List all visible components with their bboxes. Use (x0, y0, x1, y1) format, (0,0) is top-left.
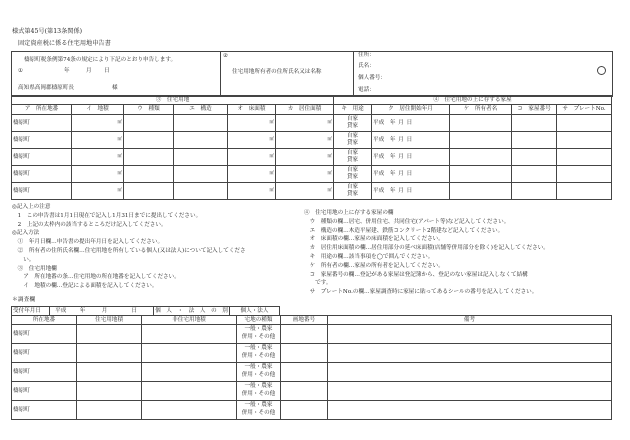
row-owner[interactable] (450, 115, 512, 132)
table-row (12, 149, 612, 166)
row-use[interactable]: 自家 貸家 (334, 132, 372, 149)
header-divider-1 (220, 51, 221, 95)
row-living-unit[interactable]: ㎡ (276, 149, 334, 166)
row-floor-unit[interactable]: ㎡ (228, 149, 276, 166)
survey-row-res-area[interactable] (77, 325, 142, 344)
header-divider-2 (353, 51, 354, 95)
row-floor-unit[interactable]: ㎡ (228, 132, 276, 149)
survey-row-type[interactable]: 一般・農家 併用・その他 (237, 344, 281, 363)
row-location[interactable]: 檮原町 (12, 166, 72, 183)
col-use: キ 用途 (334, 105, 372, 115)
survey-row-res-area[interactable] (77, 344, 142, 363)
survey-row-location[interactable]: 檮原町 (12, 363, 77, 382)
row-plate-no[interactable] (557, 115, 612, 132)
row-floor-unit[interactable]: ㎡ (228, 166, 276, 183)
survey-row-location[interactable]: 檮原町 (12, 401, 77, 420)
col-location: ア 所在地番 (12, 105, 72, 115)
survey-col-nonres-area: 非住宅用地積 (142, 316, 237, 325)
row-house-no[interactable] (512, 183, 557, 200)
survey-row-nonres-area[interactable] (142, 363, 237, 382)
survey-row-remarks[interactable] (328, 344, 612, 363)
survey-row-map-no[interactable] (281, 344, 328, 363)
survey-row-map-no[interactable] (281, 382, 328, 401)
row-start-date[interactable]: 平成 年 月 日 (372, 132, 450, 149)
received-month[interactable]: 月 (94, 307, 116, 316)
table-row (12, 183, 612, 200)
row-living-unit[interactable]: ㎡ (276, 132, 334, 149)
survey-table (11, 315, 612, 420)
section3-title: ③ 住宅用地 (12, 96, 334, 105)
row-structure[interactable] (174, 132, 228, 149)
form-title: 固定資産税に係る住宅用地申告書 (18, 40, 111, 47)
notes-right: ④ 住宅用地の上に存する家屋の欄 ウ 種類の欄…居宅、併用住宅、共同住宅(アパート等)など記入してください。 エ 構造の欄…木造平屋建、鉄筋コンクリート2階建など記入してください。 オ 床面積の欄…家屋の床面積を記入してください。 カ 居住用床面積の欄…居住用部分の延べ床面積(店舗等併用部分を除く)を記入してください。 キ 用途の欄…該当事項を◯で囲んでください。 ケ 所有者の欄…家屋の所有者を記入してください。 コ 家屋番号の欄…登記がある家屋は登記簿から、登記のない家屋は記入しなくて結構 です。 サ プレートNo.の欄…家屋調査時に家屋に貼ってあるシールの番号を記入してください。 (304, 210, 549, 296)
row-house-no[interactable] (512, 149, 557, 166)
row-plate-no[interactable] (557, 166, 612, 183)
survey-col-res-area: 住宅用地積 (77, 316, 142, 325)
survey-row-location[interactable]: 檮原町 (12, 344, 77, 363)
table-row (12, 401, 612, 420)
table-row (12, 115, 612, 132)
table-row (12, 325, 612, 344)
row-start-date[interactable]: 平成 年 月 日 (372, 149, 450, 166)
circle-two: ② (223, 53, 229, 59)
table-row (12, 363, 612, 382)
seal-mark-icon (597, 66, 606, 75)
main-table (11, 95, 612, 200)
received-year[interactable]: 年 (72, 307, 94, 316)
received-era[interactable]: 平成 (50, 307, 72, 316)
row-kind[interactable] (124, 166, 174, 183)
date-day-label[interactable]: 日 (104, 68, 110, 74)
owner-label: 住宅用地所有者の住所氏名又は名称 (232, 69, 322, 75)
col-kind: ウ 種類 (124, 105, 174, 115)
row-house-no[interactable] (512, 115, 557, 132)
received-date-label: 受付年月日 (12, 307, 50, 316)
col-start-date: ク 居住開始年月 (372, 105, 450, 115)
survey-row-map-no[interactable] (281, 363, 328, 382)
row-location[interactable]: 檮原町 (12, 149, 72, 166)
row-start-date[interactable]: 平成 年 月 日 (372, 166, 450, 183)
survey-row-remarks[interactable] (328, 382, 612, 401)
declaration-text: 檮原町税条例第74条の規定により下記のとおり申告します。 (24, 57, 177, 63)
survey-row-nonres-area[interactable] (142, 325, 237, 344)
phone-label[interactable]: 電話： (358, 87, 375, 93)
row-kind[interactable] (124, 149, 174, 166)
survey-row-res-area[interactable] (77, 401, 142, 420)
survey-row-type[interactable]: 一般・農家 併用・その他 (237, 382, 281, 401)
row-owner[interactable] (450, 183, 512, 200)
personal-number-label[interactable]: 個人番号： (358, 75, 386, 81)
col-living-area: カ 居住面積 (276, 105, 334, 115)
section4-title: ④ 住宅用地の上に存する家屋 (334, 96, 612, 105)
notes-left: ◎記入上の注意 1 この申告書は1月1日現在で記入し1月31日までに提出してください。 2 上記の太枠内の該当するところだけ記入してください。 ◎記入方法 ① 年月日欄…申告書の提出年月日を記入してください。 ② 所有者の住所氏名欄…住宅用地を所有している個人(又は法人)について記入してくださ い。 ③ 住宅用地欄 ア 所在地番の条…住宅用地の所在地番を記入してください。 イ 地積の欄…登記による面積を記入してください。 (12, 204, 246, 290)
entity-type-value[interactable]: 個人・法人 (230, 307, 280, 316)
address-label[interactable]: 住所： (358, 52, 375, 58)
row-use[interactable]: 自家 貸家 (334, 166, 372, 183)
row-plate-no[interactable] (557, 132, 612, 149)
survey-row-map-no[interactable] (281, 401, 328, 420)
row-living-unit[interactable]: ㎡ (276, 115, 334, 132)
row-owner[interactable] (450, 166, 512, 183)
row-use[interactable]: 自家 貸家 (334, 149, 372, 166)
row-use[interactable]: 自家 貸家 (334, 115, 372, 132)
table-row (12, 344, 612, 363)
survey-row-location[interactable]: 檮原町 (12, 382, 77, 401)
col-house-no: コ 家屋番号 (512, 105, 557, 115)
table-row (12, 382, 612, 401)
row-use[interactable]: 自家 貸家 (334, 183, 372, 200)
circle-one: ① (18, 68, 24, 74)
col-plate-no: サ プレートNo. (557, 105, 612, 115)
form-number: 様式第45号(第13条関係) (12, 28, 83, 35)
date-month-label[interactable]: 月 (86, 68, 92, 74)
row-structure[interactable] (174, 115, 228, 132)
row-area-unit[interactable]: ㎡ (72, 132, 124, 149)
survey-col-map-no: 画地番号 (281, 316, 328, 325)
row-house-no[interactable] (512, 132, 557, 149)
row-owner[interactable] (450, 132, 512, 149)
table-row (12, 166, 612, 183)
survey-row-nonres-area[interactable] (142, 382, 237, 401)
col-owner: ケ 所有者名 (450, 105, 512, 115)
row-start-date[interactable]: 平成 年 月 日 (372, 115, 450, 132)
survey-row-type[interactable]: 一般・農家 併用・その他 (237, 325, 281, 344)
survey-row-map-no[interactable] (281, 325, 328, 344)
row-plate-no[interactable] (557, 149, 612, 166)
row-area-unit[interactable]: ㎡ (72, 183, 124, 200)
row-living-unit[interactable]: ㎡ (276, 166, 334, 183)
row-kind[interactable] (124, 183, 174, 200)
row-owner[interactable] (450, 149, 512, 166)
row-area-unit[interactable]: ㎡ (72, 166, 124, 183)
survey-row-remarks[interactable] (328, 325, 612, 344)
row-location[interactable]: 檮原町 (12, 132, 72, 149)
row-structure[interactable] (174, 149, 228, 166)
row-floor-unit[interactable]: ㎡ (228, 183, 276, 200)
row-house-no[interactable] (512, 166, 557, 183)
survey-row-remarks[interactable] (328, 401, 612, 420)
addressee-suffix: 様 (112, 85, 118, 91)
survey-row-type[interactable]: 一般・農家 併用・その他 (237, 401, 281, 420)
row-plate-no[interactable] (557, 183, 612, 200)
row-start-date[interactable]: 平成 年 月 日 (372, 183, 450, 200)
col-area: イ 地積 (72, 105, 124, 115)
survey-row-type[interactable]: 一般・農家 併用・その他 (237, 363, 281, 382)
entity-type-label: 個 人 ・ 法 人 の 別 (155, 307, 228, 314)
survey-row-res-area[interactable] (77, 382, 142, 401)
row-location[interactable]: 檮原町 (12, 115, 72, 132)
survey-col-remarks: 備考 (328, 316, 612, 325)
survey-row-remarks[interactable] (328, 363, 612, 382)
addressee: 高知県高岡郡檮原町長 (18, 85, 74, 91)
date-year-label[interactable]: 年 (64, 68, 70, 74)
row-structure[interactable] (174, 166, 228, 183)
survey-row-res-area[interactable] (77, 363, 142, 382)
row-living-unit[interactable]: ㎡ (276, 183, 334, 200)
survey-row-nonres-area[interactable] (142, 344, 237, 363)
row-structure[interactable] (174, 183, 228, 200)
row-kind[interactable] (124, 115, 174, 132)
row-floor-unit[interactable]: ㎡ (228, 115, 276, 132)
col-structure: エ 構造 (174, 105, 228, 115)
row-kind[interactable] (124, 132, 174, 149)
col-floor-area: オ 床面積 (228, 105, 276, 115)
survey-row-location[interactable]: 檮原町 (12, 325, 77, 344)
row-area-unit[interactable]: ㎡ (72, 149, 124, 166)
survey-title: ＊調査欄 (12, 297, 36, 303)
survey-col-location: 所在地番 (12, 316, 77, 325)
survey-col-type: 宅地の種類 (237, 316, 281, 325)
row-location[interactable]: 檮原町 (12, 183, 72, 200)
received-day[interactable]: 日 (116, 307, 154, 316)
name-label[interactable]: 氏名： (358, 63, 375, 69)
row-area-unit[interactable]: ㎡ (72, 115, 124, 132)
survey-row-nonres-area[interactable] (142, 401, 237, 420)
table-row (12, 132, 612, 149)
